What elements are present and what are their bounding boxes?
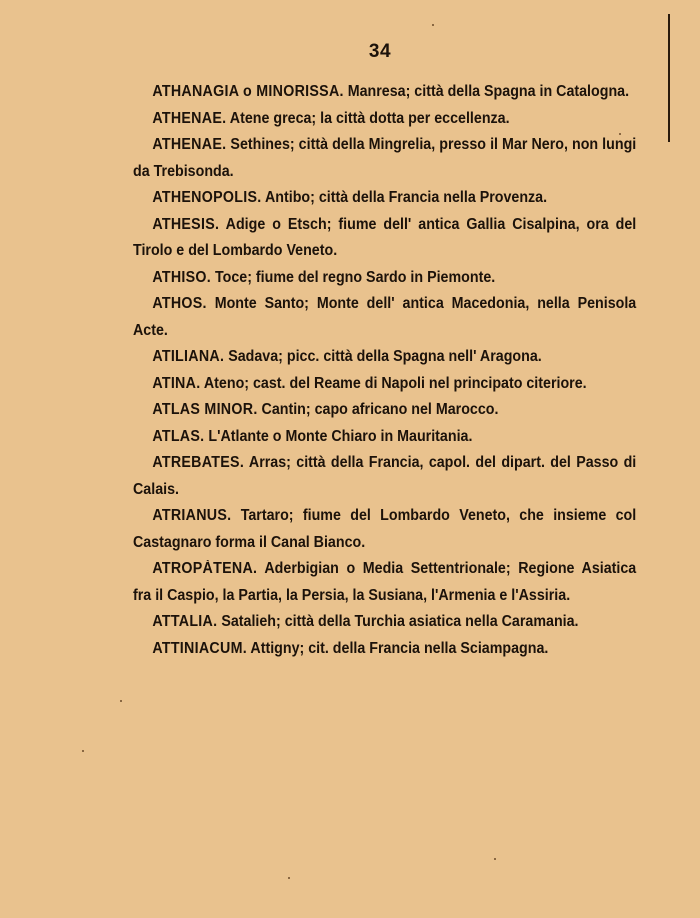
dictionary-entry: [133, 185, 636, 212]
entry-definition: Arras; città della Francia, capol. del dipart. del Passo di Calais.: [133, 454, 637, 498]
print-speck: [494, 858, 496, 860]
entry-definition: Antibo; città della Francia nella Provenza.: [264, 189, 548, 206]
entry-definition: Satalieh; città della Turchia asiatica nella Caramania.: [221, 613, 579, 630]
dictionary-entry: [133, 212, 636, 265]
entry-definition: Aderbigian o Media Settentrionale; Regione Asiatica fra il Caspio, la Partia, la Persia, la Susiana, l'Armenia e l'Assiria.: [133, 560, 637, 604]
entry-headword: ATINA.: [152, 374, 201, 392]
dictionary-entry: [133, 503, 636, 556]
print-speck: [432, 24, 434, 26]
entry-headword: ATLAS MINOR.: [152, 401, 258, 418]
print-speck: [82, 750, 84, 752]
entry-headword: ATHOS.: [152, 295, 207, 312]
entry-definition: L'Atlante o Monte Chiaro in Mauritania.: [208, 427, 473, 445]
entry-headword: ATILIANA.: [152, 348, 225, 365]
entry-headword: ATHENAE.: [152, 109, 227, 127]
entry-headword: ATHESIS.: [152, 215, 220, 233]
dictionary-entry: [133, 424, 636, 451]
dictionary-entry: [133, 132, 636, 185]
entry-definition: Sadava; picc. città della Spagna nell' Aragona.: [228, 348, 542, 365]
dictionary-entry: [133, 291, 636, 344]
print-speck: [120, 700, 122, 702]
entry-headword: ATHANAGIA o MINORISSA.: [152, 83, 344, 100]
print-speck: [619, 133, 621, 135]
dictionary-entry: [133, 344, 636, 371]
print-speck: [288, 877, 290, 879]
dictionary-entry: [133, 106, 636, 133]
dictionary-entry: [133, 556, 636, 609]
dictionary-entry: [133, 450, 636, 503]
entry-definition: Attigny; cit. della Francia nella Sciampagna.: [250, 639, 549, 657]
dictionary-entry: [133, 79, 636, 106]
dictionary-entry: [133, 636, 636, 663]
entry-headword: ATROPÀTENA.: [152, 560, 258, 577]
entry-headword: ATHISO.: [152, 268, 212, 286]
entry-headword: ATTINIACUM.: [152, 639, 247, 657]
entry-headword: ATTALIA.: [152, 613, 218, 630]
page-edge-line: [668, 14, 670, 142]
entry-definition: Sethines; città della Mingrelia, presso il Mar Nero, non lungi da Trebisonda.: [133, 136, 637, 180]
entry-definition: Monte Santo; Monte dell' antica Macedonia, nella Penisola Acte.: [133, 295, 637, 339]
dictionary-entry: [133, 397, 636, 424]
dictionary-entry: [133, 609, 636, 636]
entry-headword: ATHENAE.: [152, 136, 227, 153]
entry-definition: Atene greca; la città dotta per eccellenza.: [229, 109, 510, 127]
entry-headword: ATLAS.: [152, 427, 205, 445]
entry-headword: ATRIANUS.: [152, 507, 232, 524]
entry-definition: Ateno; cast. del Reame di Napoli nel principato citeriore.: [203, 374, 587, 392]
entry-definition: Cantin; capo africano nel Marocco.: [261, 401, 499, 418]
entry-definition: Tartaro; fiume del Lombardo Veneto, che insieme col Castagnaro forma il Canal Bianco.: [133, 507, 637, 551]
dictionary-entry: [133, 371, 636, 398]
page-number: 34: [368, 41, 392, 62]
entry-definition: Manresa; città della Spagna in Catalogna.: [347, 83, 630, 100]
dictionary-entry: [133, 265, 636, 292]
dictionary-entries: [133, 79, 636, 662]
entry-definition: Toce; fiume del regno Sardo in Piemonte.: [214, 268, 496, 286]
entry-definition: Adige o Etsch; fiume dell' antica Gallia Cisalpina, ora del Tirolo e del Lombardo Veneto.: [133, 215, 637, 259]
entry-headword: ATHENOPOLIS.: [152, 189, 262, 206]
entry-headword: ATREBATES.: [152, 454, 245, 471]
